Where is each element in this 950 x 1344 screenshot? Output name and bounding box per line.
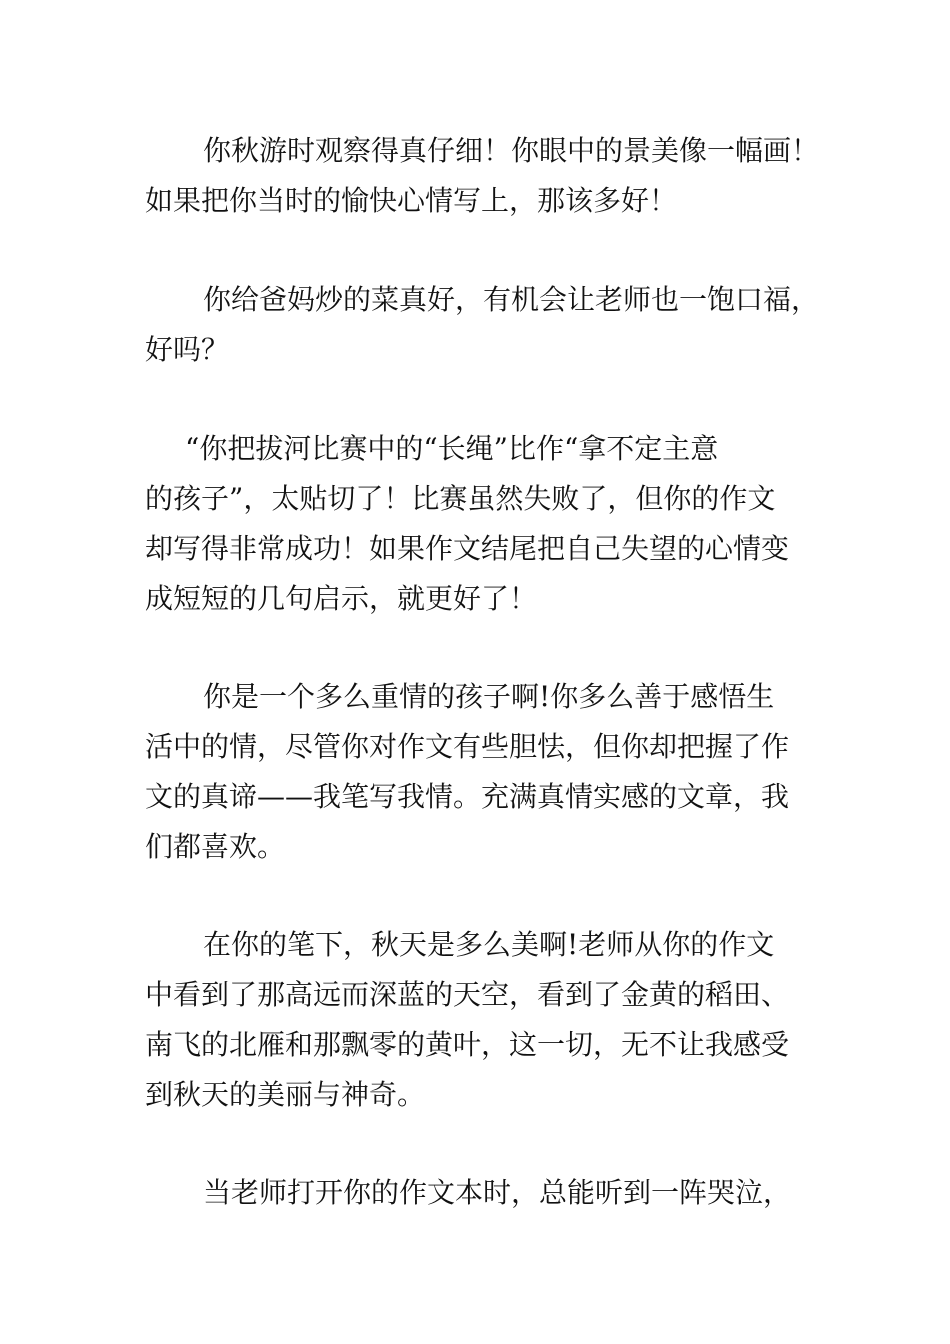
text-line: 们都喜欢。 [145,830,286,863]
text-line: 在你的笔下，秋天是多么美啊!老师从你的作文 [203,928,775,961]
text-line: 好吗？ [145,333,230,366]
comment-paragraph-1 [145,126,845,226]
text-line: 南飞的北雁和那飘零的黄叶，这一切，无不让我感受 [145,1028,790,1061]
text-line: 却写得非常成功！如果作文结尾把自己失望的心情变 [145,532,790,565]
comment-paragraph-6 [145,1168,845,1218]
text-line: “你把拔河比赛中的“长绳”比作“拿不定主意 [185,432,719,465]
text-line: 的孩子”，太贴切了！比赛虽然失败了，但你的作文 [145,482,776,515]
text-line: 你秋游时观察得真仔细！你眼中的景美像一幅画！ [203,134,820,167]
text-line: 如果把你当时的愉快心情写上，那该多好！ [145,184,678,217]
text-line: 活中的情，尽管你对作文有些胆怯，但你却把握了作 [145,730,790,763]
text-line: 成短短的几句启示，就更好了！ [145,582,538,615]
comment-paragraph-4 [145,672,845,872]
text-line: 当老师打开你的作文本时，总能听到一阵哭泣， [203,1176,792,1209]
text-line: 你是一个多么重情的孩子啊!你多么善于感悟生 [203,680,775,713]
text-line: 中看到了那高远而深蓝的天空，看到了金黄的稻田、 [145,978,790,1011]
comment-paragraph-5 [145,920,845,1120]
comment-paragraph-3 [145,424,845,624]
comment-paragraph-2 [145,275,845,375]
text-line: 文的真谛——我笔写我情。充满真情实感的文章，我 [145,780,790,813]
text-line: 到秋天的美丽与神奇。 [145,1078,426,1111]
text-line: 你给爸妈炒的菜真好，有机会让老师也一饱口福， [203,283,820,316]
